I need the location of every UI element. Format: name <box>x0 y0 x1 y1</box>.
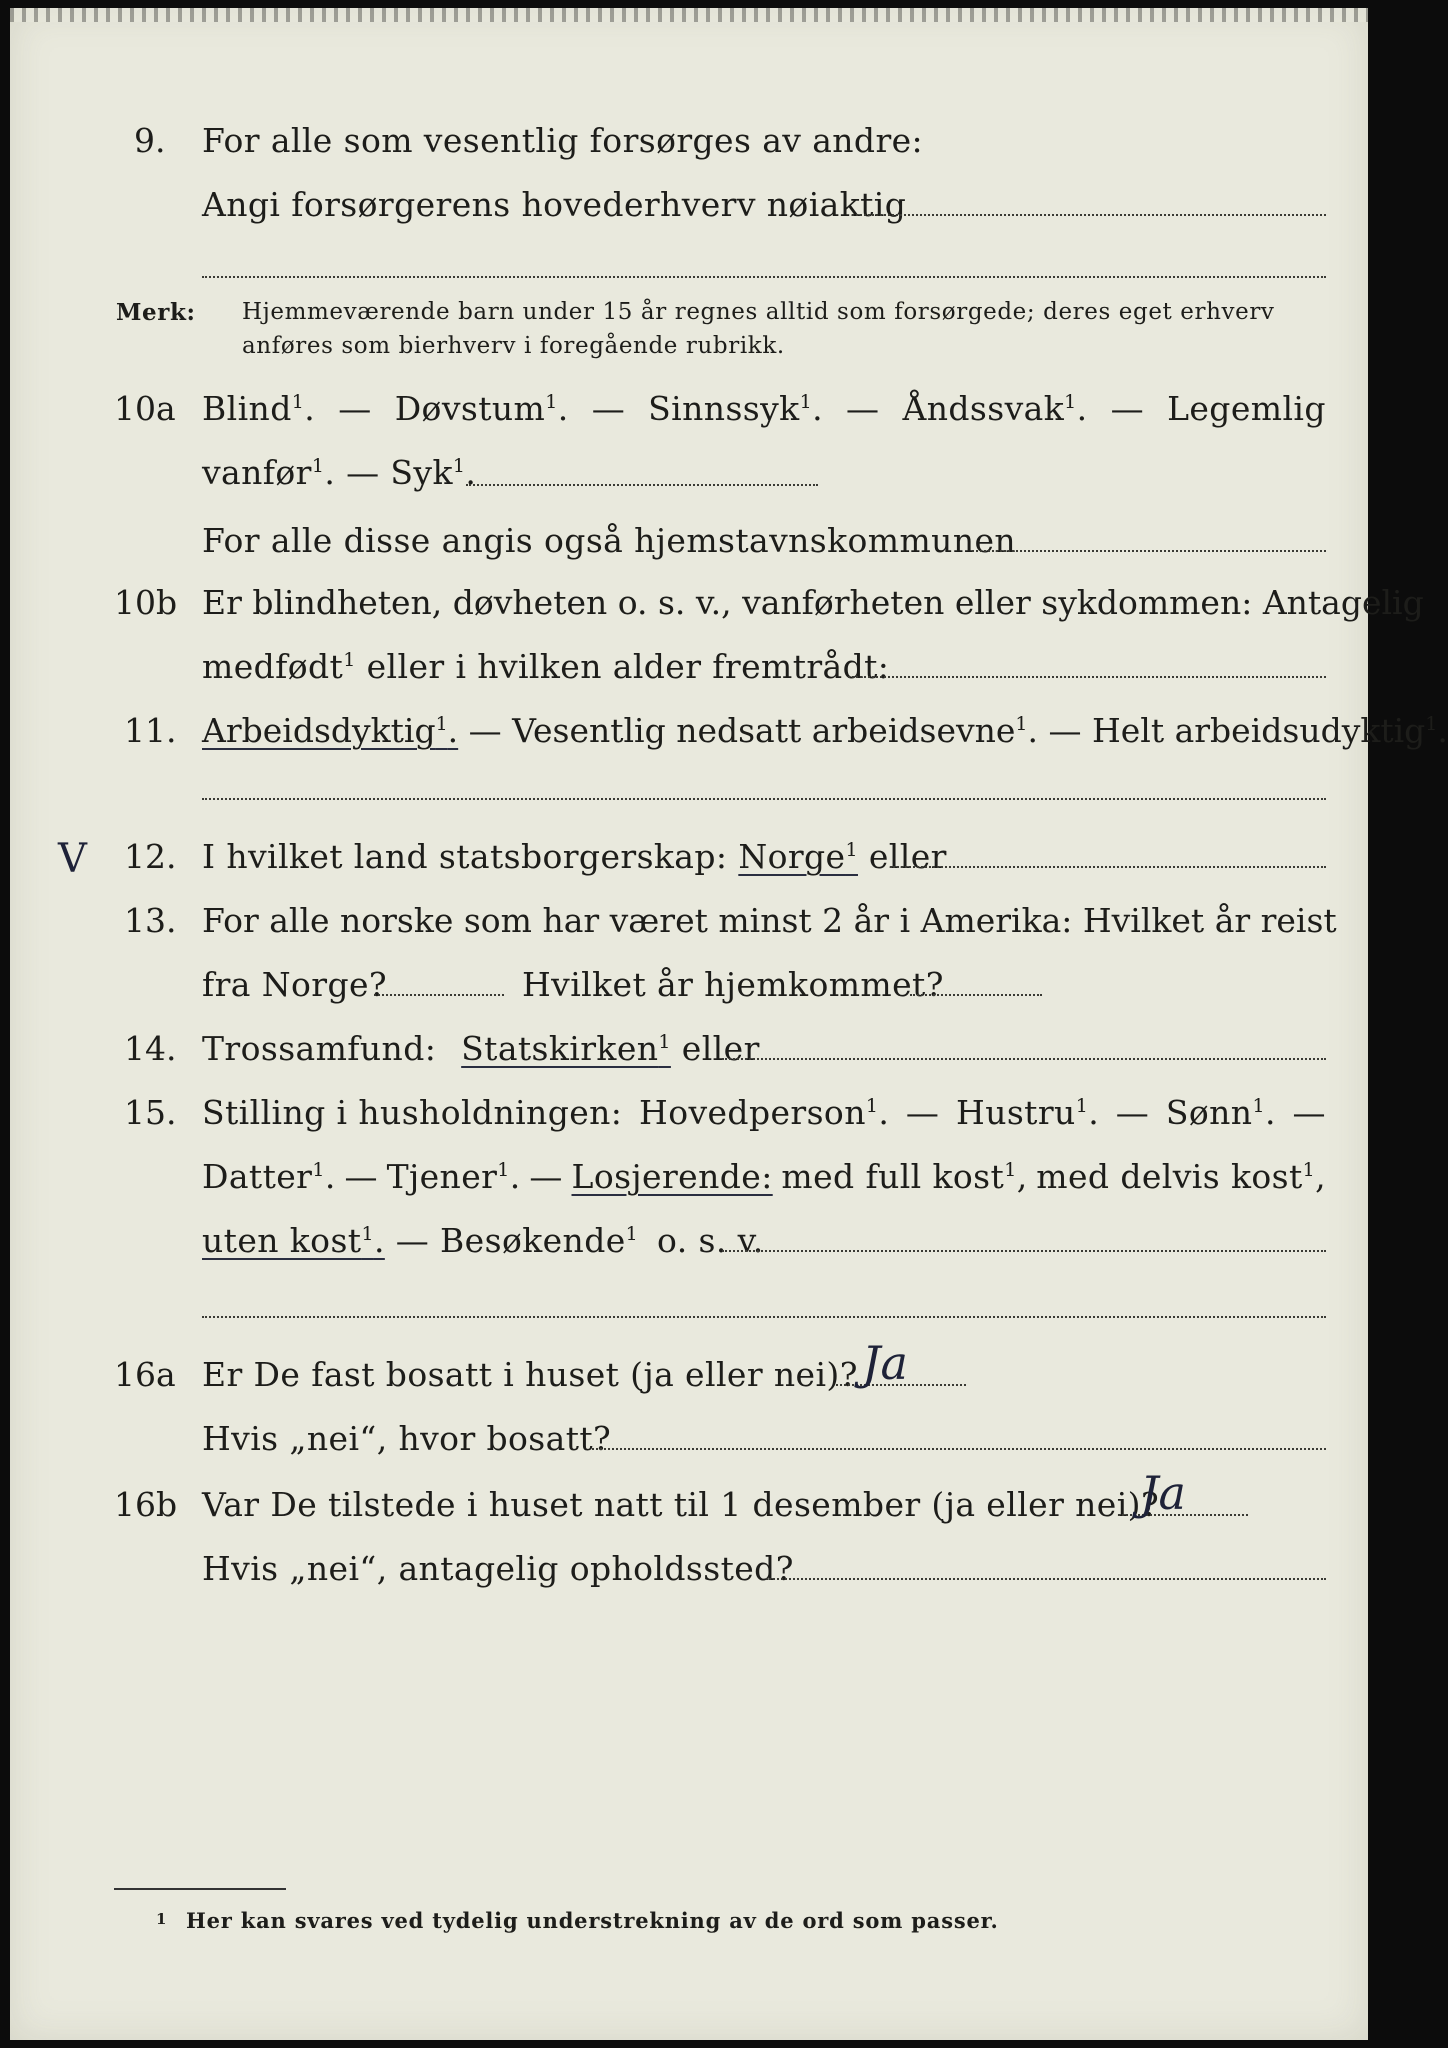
q12-text: I hvilket land statsborgerskap: <box>202 837 728 876</box>
q16a-handwritten-answer[interactable]: Ja <box>862 1336 908 1390</box>
q15-answer-line2[interactable] <box>202 1316 1326 1318</box>
merk-line2: anføres som bierhverv i foregående rubrikk. <box>242 333 785 359</box>
option-tjener[interactable]: Tjener$^1$. <box>386 1157 521 1196</box>
q16b-line1: Var De tilstede i huset natt til 1 desember (ja eller nei)? <box>202 1485 1160 1524</box>
q16a-line1: Er De fast bosatt i huset (ja eller nei)? <box>202 1355 858 1394</box>
q16a-line2: Hvis „nei“, hvor bosatt? <box>202 1419 612 1458</box>
footnote-text: Her kan svares ved tydelig understrekning av de ord som passer. <box>186 1908 999 1933</box>
q13-fra: fra Norge? <box>202 965 388 1004</box>
option-medfodt[interactable]: medfødt$^1$ <box>202 647 356 686</box>
option-besokende[interactable]: Besøkende$^1$ <box>440 1221 639 1260</box>
q10a-line2 <box>202 452 476 494</box>
option-full-kost[interactable]: med full kost$^1$, <box>781 1157 1028 1196</box>
q16a-number: 16a <box>114 1355 176 1394</box>
dash: — <box>344 1157 378 1196</box>
q10b-number: 10b <box>114 583 178 622</box>
option-sonn[interactable]: Sønn$^1$. <box>1165 1093 1276 1132</box>
dash: — <box>338 389 372 428</box>
option-dovstum[interactable]: Døvstum$^1$. <box>394 389 569 428</box>
q10a-line3: For alle disse angis også hjemstavnskommunen <box>202 521 1017 560</box>
q13-hjemkommet-line[interactable] <box>910 994 1042 996</box>
q15-number: 15. <box>124 1093 177 1132</box>
option-vesentlig-nedsatt[interactable]: Vesentlig nedsatt arbeidsevne$^1$. <box>512 711 1038 750</box>
dash: — <box>846 389 880 428</box>
q11-line <box>202 710 1448 752</box>
option-syk[interactable]: Syk$^1$. <box>390 453 477 492</box>
q13-reist-line[interactable] <box>374 994 504 996</box>
dash: — <box>1292 1093 1326 1132</box>
option-datter[interactable]: Datter$^1$. <box>202 1157 336 1196</box>
q15-line1 <box>202 1092 1326 1134</box>
dash: — <box>1048 711 1082 750</box>
option-delvis-kost[interactable]: med delvis kost$^1$, <box>1036 1157 1326 1196</box>
option-legemlig[interactable]: Legemlig <box>1167 389 1326 428</box>
q14-label: Trossamfund: <box>202 1029 437 1068</box>
q15-line2 <box>202 1156 1326 1198</box>
footnote-separator <box>114 1888 286 1890</box>
merk-line1: Hjemmeværende barn under 15 år regnes alltid som forsørgede; deres eget erhverv <box>242 299 1275 325</box>
q9-line2: Angi forsørgerens hovederhverv nøiaktig <box>202 185 907 224</box>
dash: — <box>468 711 502 750</box>
dash: — <box>529 1157 563 1196</box>
q11-answer-line[interactable] <box>202 798 1326 800</box>
option-vanfor[interactable]: vanfør$^1$. <box>202 453 336 492</box>
q10a-answer-line[interactable] <box>466 484 818 486</box>
q15-answer-line1[interactable] <box>722 1250 1326 1252</box>
q12-eller: eller <box>868 837 947 876</box>
q13-number: 13. <box>124 901 177 940</box>
dash: — <box>591 389 626 428</box>
q14-eller: eller <box>681 1029 760 1068</box>
q10b-answer-line[interactable] <box>848 676 1326 678</box>
q9-answer-line2[interactable] <box>202 276 1326 278</box>
q13-line1: For alle norske som har været minst 2 år i Amerika: Hvilket år reist <box>202 901 1337 940</box>
q10a-hjemstavn-line[interactable] <box>972 550 1326 552</box>
q10a-line1 <box>202 388 1326 430</box>
option-hustru[interactable]: Hustru$^1$. <box>956 1093 1100 1132</box>
option-norge-underlined[interactable]: Norge$^1$ <box>738 837 858 876</box>
option-losjerende-underlined[interactable]: Losjerende: <box>571 1157 773 1196</box>
page-top-edge <box>10 8 1368 22</box>
option-hovedperson[interactable]: Hovedperson$^1$. <box>639 1093 890 1132</box>
q9-answer-line1[interactable] <box>852 214 1326 216</box>
dash: — <box>905 1093 940 1132</box>
option-andssvak[interactable]: Åndssvak$^1$. <box>902 389 1088 428</box>
option-helt-arbeidsudyktig[interactable]: Helt arbeidsudyktig$^1$. <box>1092 711 1448 750</box>
option-arbeidsdyktig-underlined[interactable]: Arbeidsdyktig$^1$. <box>202 711 459 750</box>
q15-label: Stilling i husholdningen: <box>202 1093 623 1132</box>
dash: — <box>1110 389 1144 428</box>
q15-line3 <box>202 1220 764 1262</box>
q16b-line2: Hvis „nei“, antagelig opholdssted? <box>202 1549 794 1588</box>
q12-number: 12. <box>124 837 177 876</box>
checkmark-annotation: V <box>58 836 87 882</box>
q14-line <box>202 1028 760 1070</box>
q15-osv: o. s. v. <box>657 1221 764 1260</box>
option-blind[interactable]: Blind$^1$. <box>202 389 316 428</box>
q11-number: 11. <box>124 711 177 750</box>
q13-hjem: Hvilket år hjemkommet? <box>522 965 944 1004</box>
q10b-line2 <box>202 646 889 688</box>
q10a-number: 10a <box>114 389 176 428</box>
option-statskirken-underlined[interactable]: Statskirken$^1$ <box>461 1029 671 1068</box>
dash: — <box>346 453 380 492</box>
dash: — <box>1115 1093 1150 1132</box>
q16b-opholdssted-line[interactable] <box>766 1578 1326 1580</box>
q14-number: 14. <box>124 1029 177 1068</box>
q16b-handwritten-answer[interactable]: Ja <box>1140 1466 1186 1520</box>
q12-answer-line[interactable] <box>890 866 1326 868</box>
q16a-bosatt-line[interactable] <box>592 1448 1326 1450</box>
q12-line <box>202 836 947 878</box>
dash: — <box>395 1221 430 1260</box>
q10b-line1: Er blindheten, døvheten o. s. v., vanførheten eller sykdommen: Antagelig <box>202 583 1424 622</box>
q9-number: 9. <box>134 121 166 160</box>
q10b-line2-text: eller i hvilken alder fremtrådt: <box>366 647 890 686</box>
merk-label: Merk: <box>116 299 196 326</box>
option-uten-kost-underlined[interactable]: uten kost$^1$. <box>202 1221 385 1260</box>
census-form-page <box>10 8 1448 2040</box>
q9-line1: For alle som vesentlig forsørges av andre: <box>202 121 924 160</box>
option-sinnssyk[interactable]: Sinnssyk$^1$. <box>648 389 823 428</box>
footnote-mark: 1 <box>156 1910 168 1928</box>
q16b-number: 16b <box>114 1485 178 1524</box>
q14-answer-line[interactable] <box>722 1058 1326 1060</box>
